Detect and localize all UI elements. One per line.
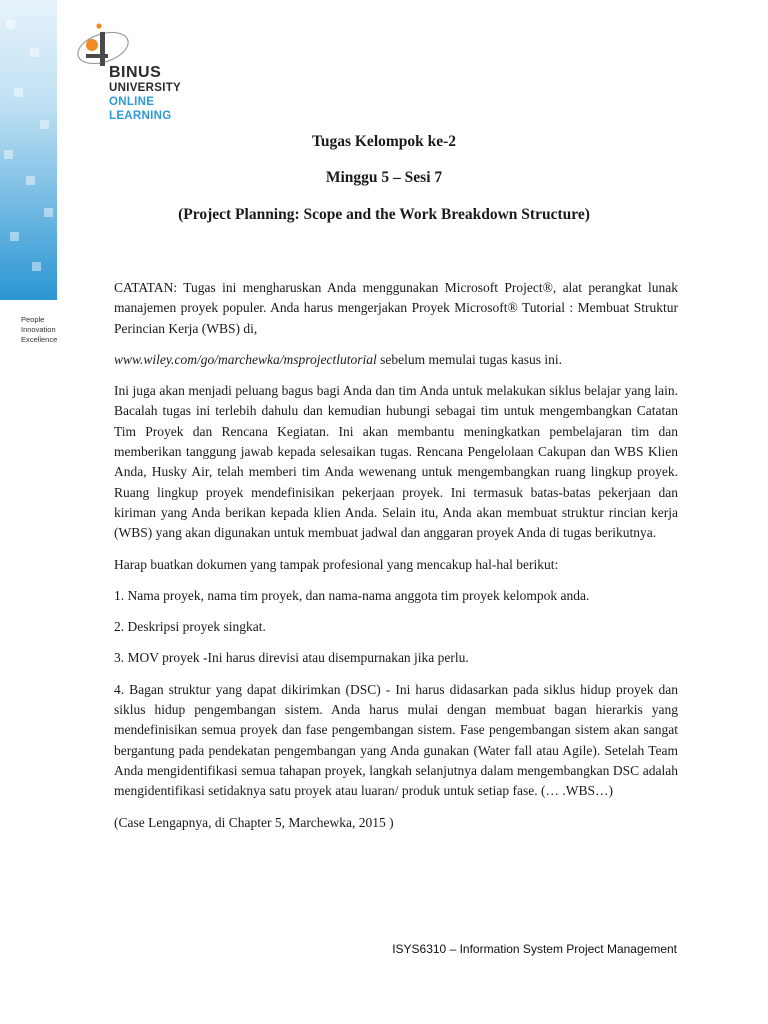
url-paragraph	[114, 350, 678, 370]
list-item: 4. Bagan struktur yang dapat dikirimkan (DSC) - Ini harus didasarkan pada siklus hidup proyek dan siklus hidup pengembangan sistem. Anda harus mulai dengan membuat bagan hierarkis yang mendefinisikan semua proyek dan fase pengembangan sistem. Fase pengembangan sistem akan sangat bergantung pada pendekatan pengembangan yang Anda gunakan (Water fall atau Agile). Setelah Team Anda mengidentifikasi semua tahapan proyek, langkah selanjutnya dalam mengembangkan DSC adalah mengidentifikasi setidaknya satu proyek atau luaran/ produk untuk setiap fase. (… .WBS…)	[114, 681, 678, 799]
tutorial-link[interactable]: www.wiley.com/go/marchewka/msprojectlutorial	[114, 351, 377, 367]
tagline-innovation: Innovation	[21, 325, 56, 334]
logo-online: ONLINE	[109, 96, 155, 108]
reference-note: (Case Lengapnya, di Chapter 5, Marchewka, 2015 )	[114, 814, 394, 830]
tagline-excellence: Excellence	[21, 335, 58, 344]
note-paragraph: CATATAN: Tugas ini mengharuskan Anda menggunakan Microsoft Project®, alat perangkat lunak manajemen proyek populer. Anda harus mengerjakan Proyek Microsoft® Tutorial : Membuat Struktur Perincian Kerja (WBS) di,	[114, 280, 678, 336]
logo-binus: BINUS	[109, 64, 162, 81]
list-item: 2. Deskripsi proyek singkat.	[114, 619, 266, 635]
requirements-intro: Harap buatkan dokumen yang tampak profesional yang mencakup hal-hal berikut:	[114, 556, 559, 572]
binus-logo	[75, 18, 195, 128]
course-footer: ISYS6310 – Information System Project Management	[392, 942, 677, 956]
logo-university: UNIVERSITY	[109, 82, 182, 94]
document-subtitle: (Project Planning: Scope and the Work Breakdown Structure)	[178, 206, 590, 223]
session-label: Minggu 5 – Sesi 7	[325, 169, 443, 186]
description-paragraph: Ini juga akan menjadi peluang bagus bagi Anda dan tim Anda untuk melakukan siklus belajar yang lain. Bacalah tugas ini terlebih dahulu dan kemudian hubungi sebagai tim untuk mengembangkan Catatan Tim Proyek dan Rencana Kegiatan. Ini akan membantu meningkatkan pembelajaran tim dan memberikan tanggung jawab kepada selesaikan tugas. Rencana Pengelolaan Cakupan dan WBS Klien Anda, Husky Air, telah memberi tim Anda wewenang untuk mengembangkan ruang lingkup proyek. Ruang lingkup proyek mendefinisikan pekerjaan proyek. Ini termasuk batas-batas pekerjaan dan kiriman yang Anda berikan kepada klien Anda. Selain itu, Anda akan membuat struktur rincian kerja (WBS) yang akan digunakan untuk membuat jadwal dan anggaran proyek Anda di tugas berikutnya.	[114, 383, 678, 541]
document-title: Tugas Kelompok ke-2	[311, 133, 457, 150]
logo-wordmark	[109, 65, 181, 123]
url-suffix: sebelum memulai tugas kasus ini.	[376, 351, 562, 367]
tagline	[21, 315, 57, 345]
logo-learning: LEARNING	[109, 110, 172, 122]
list-item: 3. MOV proyek -Ini harus direvisi atau disempurnakan jika perlu.	[114, 650, 469, 666]
tagline-people: People	[21, 315, 45, 324]
list-item: 1. Nama proyek, nama tim proyek, dan nama-nama anggota tim proyek kelompok anda.	[114, 587, 590, 603]
document-body	[114, 278, 678, 844]
